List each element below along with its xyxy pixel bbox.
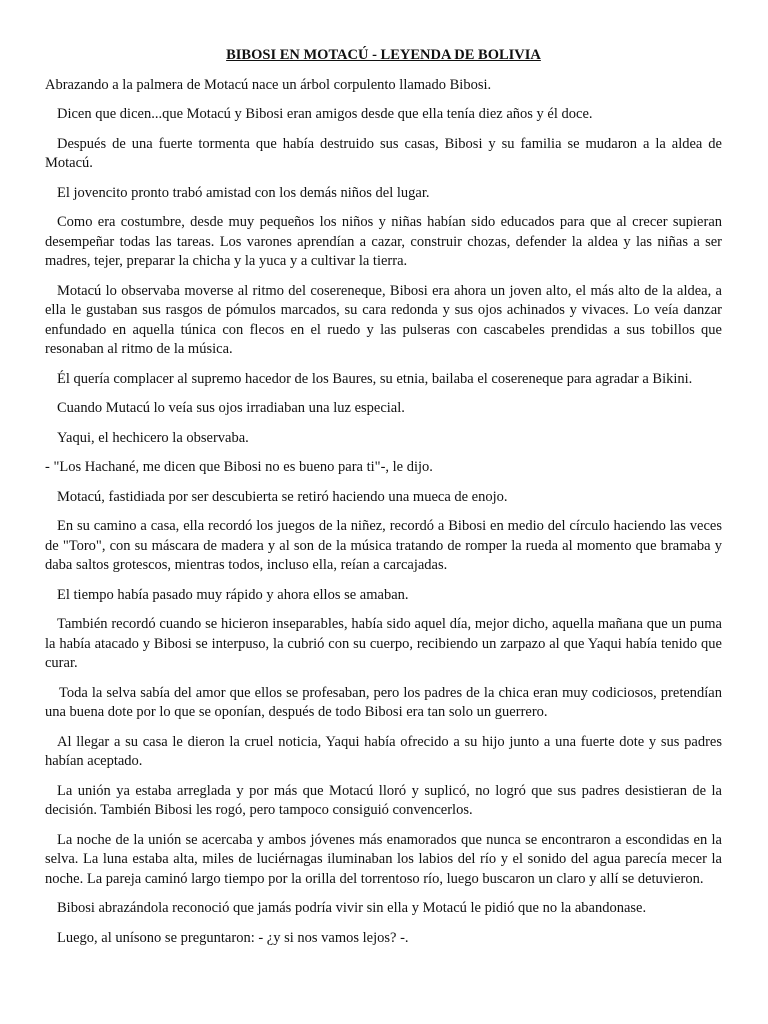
- paragraph-18: La noche de la unión se acercaba y ambos jóvenes más enamorados que nunca se encontraron a escondidas en la selva. La luna estaba alta, miles de luciérnagas iluminaban los labios del río y el sonido del agua parecía mecer la noche. La pareja caminó largo tiempo por la orilla del torrentoso río, luego buscaron un claro y allí se detuvieron.: [45, 831, 722, 887]
- paragraph-14: También recordó cuando se hicieron inseparables, había sido aquel día, mejor dicho, aquella mañana que un puma la había atacado y Bibosi se interpuso, la cubrió con su cuerpo, recibiendo un zarpazo al que Yaqui había tenido que curar.: [45, 616, 722, 671]
- paragraph-17: La unión ya estaba arreglada y por más que Motacú lloró y suplicó, no logró que sus padres desistieran de la decisión. También Bibosi les rogó, pero tampoco consiguió convencerlos.: [45, 782, 722, 818]
- paragraph-5: Como era costumbre, desde muy pequeños los niños y niñas habían sido educados para que al crecer supieran desempeñar todas las tareas. Los varones aprendían a cazar, construir chozas, defender la aldea y las niñas a ser madres, tejer, preparar la chicha y la yuca y a cultivar la tierra.: [45, 214, 722, 269]
- paragraph-8: Cuando Mutacú lo veía sus ojos irradiaban una luz especial.: [57, 400, 405, 416]
- paragraph-2: Dicen que dicen...que Motacú y Bibosi eran amigos desde que ella tenía diez años y él doce.: [57, 106, 593, 122]
- paragraph-3: Después de una fuerte tormenta que había destruido sus casas, Bibosi y su familia se mudaron a la aldea de Motacú.: [45, 135, 722, 171]
- paragraph-19: Bibosi abrazándola reconoció que jamás podría vivir sin ella y Motacú le pidió que no la abandonase.: [57, 900, 647, 916]
- paragraph-6: Motacú lo observaba moverse al ritmo del cosereneque, Bibosi era ahora un joven alto, el más alto de la aldea, a ella le gustaban sus rasgos de pómulos marcados, su cara redonda y sus ojos achinados y vivaces. Lo veía danzar enfundado en aquella túnica con flecos en el ruedo y las pulseras con cascabeles prendidas a sus tobillos que resonaban al ritmo de la música.: [45, 282, 722, 357]
- paragraph-15: Toda la selva sabía del amor que ellos se profesaban, pero los padres de la chica eran muy codiciosos, pretendían una buena dote por lo que se oponían, después de todo Bibosi era tan solo un guerrero.: [45, 684, 722, 720]
- document-title: BIBOSI EN MOTACÚ - LEYENDA DE BOLIVIA: [226, 47, 541, 63]
- paragraph-20: Luego, al unísono se preguntaron: - ¿y si nos vamos lejos? -.: [57, 929, 409, 946]
- paragraph-11: Motacú, fastidiada por ser descubierta se retiró haciendo una mueca de enojo.: [57, 488, 508, 505]
- paragraph-4: El jovencito pronto trabó amistad con los demás niños del lugar.: [57, 184, 430, 201]
- paragraph-7: Él quería complacer al supremo hacedor de los Baures, su etnia, bailaba el cosereneque para agradar a Bikini.: [57, 370, 693, 387]
- paragraph-1: Abrazando a la palmera de Motacú nace un árbol corpulento llamado Bibosi.: [45, 76, 492, 93]
- paragraph-16: Al llegar a su casa le dieron la cruel noticia, Yaqui había ofrecido a su hijo junto a una fuerte dote y sus padres habían aceptado.: [45, 733, 722, 769]
- paragraph-12: En su camino a casa, ella recordó los juegos de la niñez, recordó a Bibosi en medio del círculo haciendo las veces de "Toro", con su máscara de madera y al son de la música tratando de romper la rueda al momento que bramaba y daba saltos grotescos, mientras todos, incluso ella, reían a carcajadas.: [45, 518, 722, 573]
- paragraph-13: El tiempo había pasado muy rápido y ahora ellos se amaban.: [57, 586, 409, 603]
- paragraph-10: - "Los Hachané, me dicen que Bibosi no es bueno para ti"-, le dijo.: [45, 459, 433, 475]
- paragraph-9: Yaqui, el hechicero la observaba.: [57, 429, 249, 446]
